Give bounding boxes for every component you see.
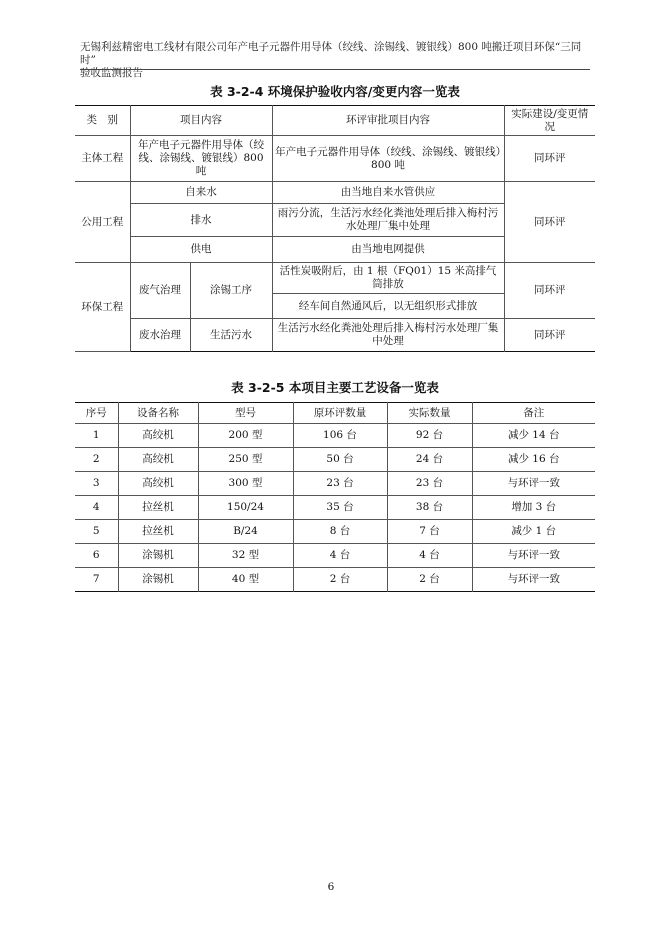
item-cell: 年产电子元器件用导体（绞线、涂锡线、镀银线）800 吨 — [130, 136, 272, 182]
index-cell: 1 — [75, 424, 118, 448]
table-header-row — [75, 106, 595, 136]
item-cell: 自来水 — [130, 182, 272, 204]
remark-cell: 减少 16 台 — [472, 448, 595, 472]
acceptance-content-table — [75, 105, 595, 352]
header-title-line1: 无锡利兹精密电工线材有限公司年产电子元器件用导体（绞线、涂锡线、镀银线）800 吨搬迁项目环保“三同时” — [80, 41, 582, 66]
equipment-name-cell: 高绞机 — [118, 472, 198, 496]
equipment-name-cell: 高绞机 — [118, 424, 198, 448]
table-row — [75, 263, 595, 294]
actual-cell: 同环评 — [504, 319, 595, 352]
model-cell: 32 型 — [198, 544, 293, 568]
type-cell: 废气治理 — [130, 263, 190, 319]
table-row — [75, 182, 595, 204]
header-category: 类 别 — [75, 106, 130, 136]
remark-cell: 与环评一致 — [472, 544, 595, 568]
table-row — [75, 424, 595, 448]
remark-cell: 减少 1 台 — [472, 520, 595, 544]
header-divider — [80, 69, 590, 70]
remark-cell: 减少 14 台 — [472, 424, 595, 448]
actual-cell: 同环评 — [504, 136, 595, 182]
remark-cell: 与环评一致 — [472, 472, 595, 496]
index-cell: 7 — [75, 568, 118, 592]
model-cell: 40 型 — [198, 568, 293, 592]
table-row — [75, 520, 595, 544]
approved-cell: 生活污水经化粪池处理后排入梅村污水处理厂集中处理 — [272, 319, 504, 352]
header-approved: 环评审批项目内容 — [272, 106, 504, 136]
actual-qty-cell: 7 台 — [387, 520, 472, 544]
type-cell: 废水治理 — [130, 319, 190, 352]
item-cell: 供电 — [130, 237, 272, 263]
header-index: 序号 — [75, 403, 118, 424]
table-row — [75, 568, 595, 592]
remark-cell: 与环评一致 — [472, 568, 595, 592]
model-cell: 150/24 — [198, 496, 293, 520]
approved-cell: 由当地电网提供 — [272, 237, 504, 263]
header-original-qty: 原环评数量 — [293, 403, 387, 424]
equipment-table — [75, 402, 595, 592]
index-cell: 2 — [75, 448, 118, 472]
actual-qty-cell: 2 台 — [387, 568, 472, 592]
remark-cell: 增加 3 台 — [472, 496, 595, 520]
table-row — [75, 136, 595, 182]
header-actual: 实际建设/变更情况 — [504, 106, 595, 136]
approved-cell: 年产电子元器件用导体（绞线、涂锡线、镀银线）800 吨 — [272, 136, 504, 182]
table-row — [75, 448, 595, 472]
original-qty-cell: 23 台 — [293, 472, 387, 496]
report-header — [80, 41, 590, 80]
index-cell: 5 — [75, 520, 118, 544]
table-row — [75, 472, 595, 496]
header-item: 项目内容 — [130, 106, 272, 136]
equipment-name-cell: 高绞机 — [118, 448, 198, 472]
model-cell: B/24 — [198, 520, 293, 544]
original-qty-cell: 2 台 — [293, 568, 387, 592]
index-cell: 4 — [75, 496, 118, 520]
item-cell: 生活污水 — [190, 319, 272, 352]
actual-qty-cell: 38 台 — [387, 496, 472, 520]
header-title-line2: 验收监测报告 — [80, 67, 143, 79]
original-qty-cell: 35 台 — [293, 496, 387, 520]
table-header-row — [75, 403, 595, 424]
equipment-name-cell: 涂锡机 — [118, 568, 198, 592]
table-row — [75, 319, 595, 352]
model-cell: 200 型 — [198, 424, 293, 448]
approved-cell: 由当地自来水管供应 — [272, 182, 504, 204]
actual-qty-cell: 24 台 — [387, 448, 472, 472]
header-remark: 备注 — [472, 403, 595, 424]
category-cell: 公用工程 — [75, 182, 130, 263]
page-number: 6 — [327, 881, 335, 893]
item-cell: 排水 — [130, 204, 272, 237]
approved-cell: 经车间自然通风后，以无组织形式排放 — [272, 294, 504, 319]
actual-cell: 同环评 — [504, 182, 595, 263]
original-qty-cell: 50 台 — [293, 448, 387, 472]
actual-qty-cell: 92 台 — [387, 424, 472, 448]
header-actual-qty: 实际数量 — [387, 403, 472, 424]
header-equipment-name: 设备名称 — [118, 403, 198, 424]
table1-caption: 表 3-2-4 环境保护验收内容/变更内容一览表 — [210, 84, 460, 99]
category-cell: 主体工程 — [75, 136, 130, 182]
model-cell: 250 型 — [198, 448, 293, 472]
actual-cell: 同环评 — [504, 263, 595, 319]
original-qty-cell: 4 台 — [293, 544, 387, 568]
index-cell: 3 — [75, 472, 118, 496]
approved-cell: 活性炭吸附后，由 1 根（FQ01）15 米高排气筒排放 — [272, 263, 504, 294]
equipment-name-cell: 拉丝机 — [118, 496, 198, 520]
approved-cell: 雨污分流，生活污水经化粪池处理后排入梅村污水处理厂集中处理 — [272, 204, 504, 237]
index-cell: 6 — [75, 544, 118, 568]
actual-qty-cell: 23 台 — [387, 472, 472, 496]
actual-qty-cell: 4 台 — [387, 544, 472, 568]
item-cell: 涂锡工序 — [190, 263, 272, 319]
equipment-name-cell: 拉丝机 — [118, 520, 198, 544]
table2-caption: 表 3-2-5 本项目主要工艺设备一览表 — [231, 380, 439, 395]
model-cell: 300 型 — [198, 472, 293, 496]
original-qty-cell: 106 台 — [293, 424, 387, 448]
header-model: 型号 — [198, 403, 293, 424]
category-cell: 环保工程 — [75, 263, 130, 352]
table-row — [75, 544, 595, 568]
table-row — [75, 496, 595, 520]
original-qty-cell: 8 台 — [293, 520, 387, 544]
equipment-name-cell: 涂锡机 — [118, 544, 198, 568]
